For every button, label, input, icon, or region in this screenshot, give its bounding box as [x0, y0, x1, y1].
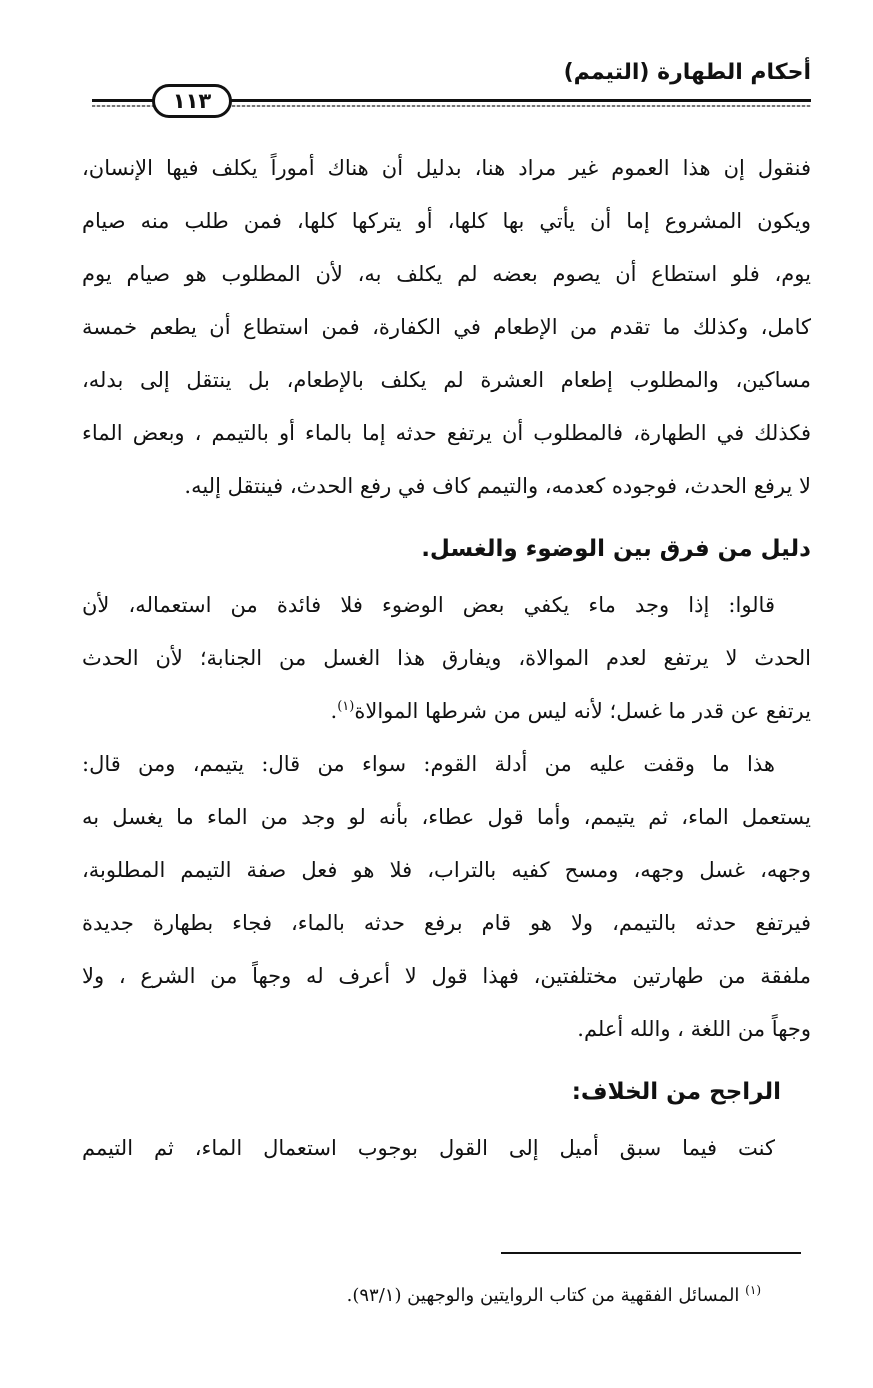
- page-number: ١١٣: [152, 84, 232, 118]
- footnote-rule: [501, 1252, 801, 1254]
- footnote-reference: (١): [337, 699, 355, 714]
- section-heading: الراجح من الخلاف:: [571, 1079, 781, 1105]
- body-text: [82, 142, 811, 1175]
- text-line: كامل، وكذلك ما تقدم من الإطعام في الكفارة، فمن استطاع أن يطعم خمسة: [82, 315, 811, 339]
- text-line: فيرتفع حدثه بالتيمم، ولا هو قام برفع حدثه بالماء، فجاء بطهارة جديدة: [82, 911, 811, 935]
- text-line: قالوا: إذا وجد ماء يكفي بعض الوضوء فلا فائدة من استعماله، لأن: [82, 593, 775, 617]
- text-line: ملفقة من طهارتين مختلفتين، فهذا قول لا أعرف له وجهاً من الشرع ، ولا: [82, 964, 811, 988]
- footnote: [347, 1282, 761, 1310]
- text-fragment: .: [330, 699, 338, 723]
- text-line: وجهاً من اللغة ، والله أعلم.: [577, 1017, 811, 1041]
- text-line: كنت فيما سبق أميل إلى القول بوجوب استعمال الماء، ثم التيمم: [82, 1136, 775, 1160]
- footnote-text: المسائل الفقهية من كتاب الروايتين والوجهين (٩٣/١).: [346, 1285, 740, 1306]
- text-line: فنقول إن هذا العموم غير مراد هنا، بدليل أن هناك أموراً يكلف فيها الإنسان،: [82, 156, 811, 180]
- text-line: يستعمل الماء، ثم يتيمم، وأما قول عطاء، بأنه لو وجد من الماء ما يغسل به: [82, 805, 811, 829]
- text-line: هذا ما وقفت عليه من أدلة القوم: سواء من قال: يتيمم، ومن قال:: [82, 752, 775, 776]
- text-line: مساكين، والمطلوب إطعام العشرة لم يكلف بالإطعام، بل ينتقل إلى بدله،: [82, 368, 811, 392]
- text-fragment: يرتفع عن قدر ما غسل؛ لأنه ليس من شرطها الموالاة: [354, 699, 811, 723]
- running-title: أحكام الطهارة (التيمم): [563, 60, 811, 85]
- footnote-mark: (١): [745, 1283, 761, 1297]
- section-heading: دليل من فرق بين الوضوء والغسل.: [421, 536, 811, 562]
- text-line: الحدث لا يرتفع لعدم الموالاة، ويفارق هذا الغسل من الجنابة؛ لأن الحدث: [82, 646, 811, 670]
- text-line: فكذلك في الطهارة، فالمطلوب أن يرتفع حدثه إما بالماء أو بالتيمم ، وبعض الماء: [82, 421, 811, 445]
- text-line: يوم، فلو استطاع أن يصوم بعضه لم يكلف به، لأن المطلوب هو صيام يوم: [82, 262, 811, 286]
- text-line: وجهه، غسل وجهه، ومسح كفيه بالتراب، فلا هو فعل صفة التيمم المطلوبة،: [82, 858, 811, 882]
- text-line: [82, 685, 811, 738]
- text-line: ويكون المشروع إما أن يأتي بها كلها، أو يتركها كلها، فمن طلب منه صيام: [82, 209, 811, 233]
- text-line: لا يرفع الحدث، فوجوده كعدمه، والتيمم كاف في رفع الحدث، فينتقل إليه.: [184, 474, 811, 498]
